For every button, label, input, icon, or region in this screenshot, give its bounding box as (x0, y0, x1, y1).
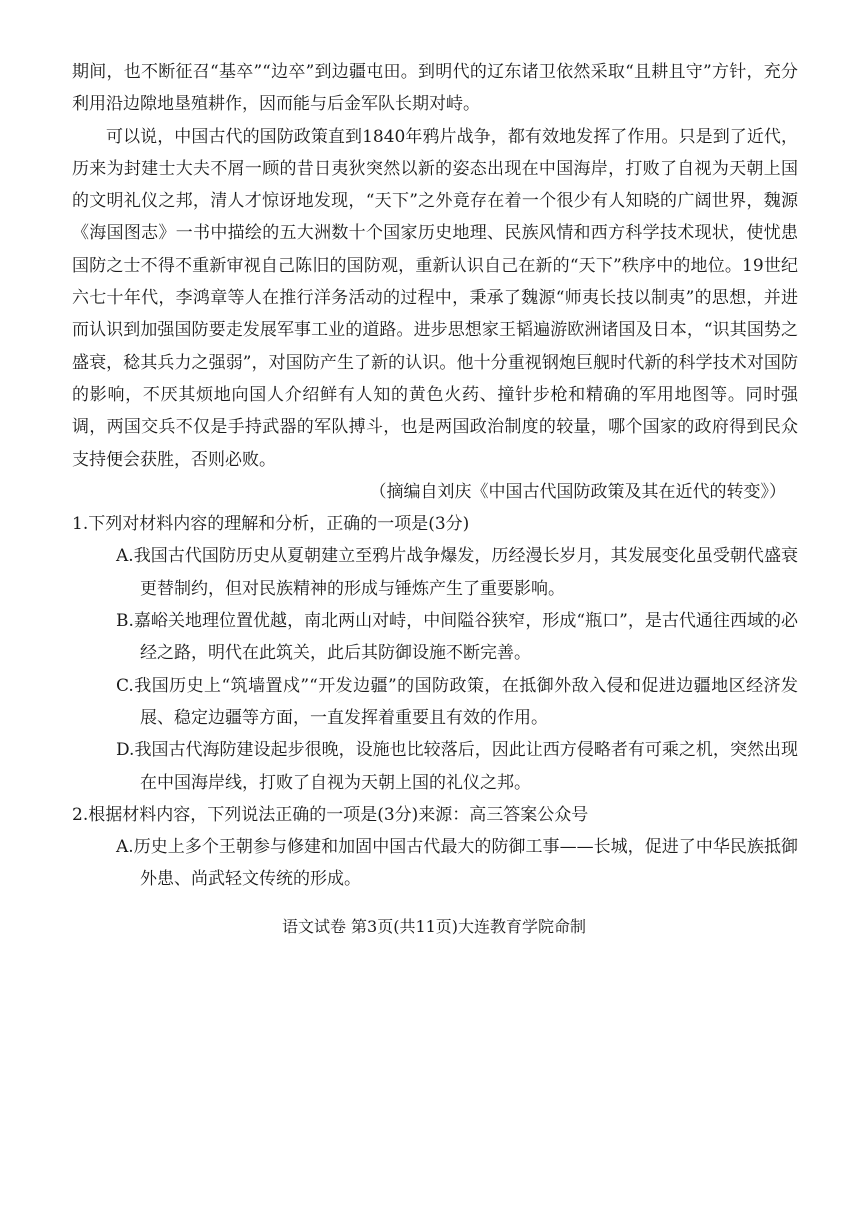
question-stem: 2.根据材料内容，下列说法正确的一项是(3分)来源：高三答案公众号 (72, 804, 589, 825)
option-a: A.历史上多个王朝参与修建和加固中国古代最大的防御工事——长城，促进了中华民族抵御外患、尚武轻文传统的形成。 (116, 837, 798, 890)
option-a: A.我国古代国防历史从夏朝建立至鸦片战争爆发，历经漫长岁月，其发展变化虽受朝代盛衰更替制约，但对民族精神的形成与锤炼产生了重要影响。 (116, 546, 798, 599)
passage-paragraph-1: 期间，也不断征召“基卒”“边卒”到边疆屯田。到明代的辽东诸卫依然采取“且耕且守”方针，充分利用沿边隙地垦殖耕作，因而能与后金军队长期对峙。 (72, 62, 798, 115)
page-footer: 语文试卷 第3页(共11页)大连教育学院命制 (281, 917, 587, 936)
question-stem: 1.下列对材料内容的理解和分析，正确的一项是(3分) (72, 514, 470, 535)
option-c: C.我国历史上“筑墙置戍”“开发边疆”的国防政策，在抵御外敌入侵和促进边疆地区经济发展、稳定边疆等方面，一直发挥着重要且有效的作用。 (116, 675, 798, 728)
exam-page (72, 56, 798, 896)
question-options (72, 540, 798, 798)
passage-citation: （摘编自刘庆《中国古代国防政策及其在近代的转变》） (369, 481, 786, 502)
option-b: B.嘉峪关地理位置优越，南北两山对峙，中间隘谷狭窄，形成“瓶口”，是古代通往西域的必经之路，明代在此筑关，此后其防御设施不断完善。 (116, 611, 798, 664)
question-2 (72, 799, 798, 896)
question-options (72, 831, 798, 896)
option-d: D.我国古代海防建设起步很晚，设施也比较落后，因此让西方侵略者有可乘之机，突然出现在中国海岸线，打败了自视为天朝上国的礼仪之邦。 (116, 740, 798, 793)
passage-paragraph-2: 可以说，中国古代的国防政策直到1840年鸦片战争，都有效地发挥了作用。只是到了近代，历来为封建士大夫不屑一顾的昔日夷狄突然以新的姿态出现在中国海岸，打败了自视为天朝上国的文明礼仪之邦，清人才惊讶地发现，“天下”之外竟存在着一个很少有人知晓的广阔世界，魏源《海国图志》一书中描绘的五大洲数十个国家历史地理、民族风情和西方科学技术现状，使忧患国防之士不得不重新审视自己陈旧的国防观，重新认识自己在新的“天下”秩序中的地位。19世纪六七十年代，李鸿章等人在推行洋务活动的过程中，秉承了魏源“师夷长技以制夷”的思想，并进而认识到加强国防要走发展军事工业的道路。进步思想家王韬遍游欧洲诸国及日本，“识其国势之盛衰，稔其兵力之强弱”，对国防产生了新的认识。他十分重视钢炮巨舰时代新的科学技术对国防的影响，不厌其烦地向国人介绍鲜有人知的黄色火药、撞针步枪和精确的军用地图等。同时强调，两国交兵不仅是手持武器的军队搏斗，也是两国政治制度的较量，哪个国家的政府得到民众支持便会获胜，否则必败。 (72, 126, 798, 470)
question-1 (72, 508, 798, 799)
